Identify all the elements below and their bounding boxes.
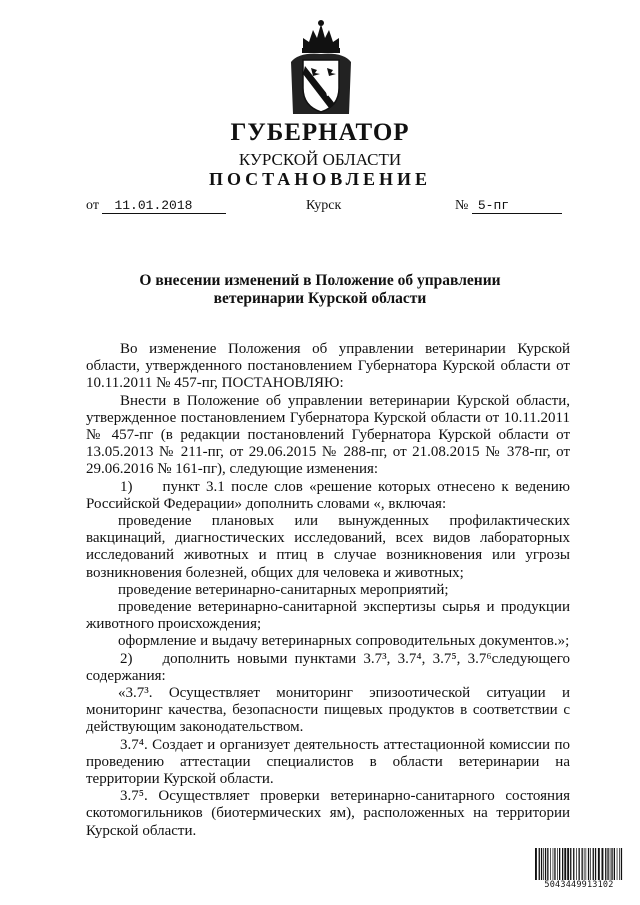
decree-body: [86, 341, 570, 840]
decree-date: [86, 198, 226, 214]
title-line-1: О внесении изменений в Положение об управлении: [139, 272, 501, 289]
kursk-coat-of-arms-icon: [289, 18, 353, 116]
paragraph-item-2: 2) дополнить новыми пунктами 3.7³, 3.7⁴, 3.7⁵, 3.7⁶следующего содержания:: [86, 650, 570, 684]
paragraph-3-7-3: «3.7³. Осуществляет мониторинг эпизоотической ситуации и мониторинг качества, безопасности пищевых продуктов в соответствии с действующим законодательством.: [86, 685, 570, 736]
title-line-2: ветеринарии Курской области: [213, 290, 427, 307]
date-value: 11.01.2018: [114, 198, 193, 213]
number-prefix: №: [455, 198, 469, 213]
decree-heading: ПОСТАНОВЛЕНИЕ: [208, 169, 432, 189]
decree-city: Курск: [306, 198, 342, 213]
paragraph-preamble: Во изменение Положения об управлении ветеринарии Курской области, утвержденного постановлением Губернатора Курской области от 10.11.2011 № 457-пг, ПОСТАНОВЛЯЮ:: [86, 341, 570, 392]
paragraph-sanitary: проведение ветеринарно-санитарных мероприятий;: [118, 581, 449, 598]
governor-heading: ГУБЕРНАТОР: [230, 119, 410, 146]
decree-title: [110, 272, 530, 308]
number-value: 5-пг: [477, 198, 510, 213]
paragraph-amend: Внести в Положение об управлении ветеринарии Курской области, утвержденное постановлением Губернатора Курской области от 10.11.2011 № 457-пг (в редакции постановлений Губернатора Курской области от 13.05.2013 № 211-пг, от 29.06.2015 № 288-пг, от 21.08.2015 № 378-пг, от 29.06.2016 № 161-пг), следующие изменения:: [86, 392, 570, 478]
barcode-icon: [534, 848, 624, 880]
paragraph-documents: оформление и выдачу ветеринарных сопроводительных документов.»;: [118, 633, 570, 650]
decree-number: [455, 198, 562, 214]
barcode: [534, 848, 624, 892]
region-heading: КУРСКОЙ ОБЛАСТИ: [238, 150, 402, 169]
paragraph-3-7-5: 3.7⁵. Осуществляет проверки ветеринарно-санитарного состояния скотомогильников (биотермических ям), расположенных на территории Курской области.: [86, 788, 570, 839]
paragraph-vaccination: проведение плановых или вынужденных профилактических вакцинаций, диагностических исследований, всех видов лабораторных исследований животных и птиц в случае возникновения или угрозы возникновения болезней, общих для человека и животных;: [86, 513, 570, 581]
paragraph-3-7-4: 3.7⁴. Создает и организует деятельность аттестационной комиссии по проведению аттестации специалистов в области ветеринарии на территории Курской области.: [86, 736, 570, 788]
paragraph-item-1: 1) пункт 3.1 после слов «решение которых отнесено к ведению Российской Федерации» дополнить словами «, включая:: [86, 478, 570, 512]
date-prefix: от: [86, 198, 99, 213]
paragraph-expertise: проведение ветеринарно-санитарной экспертизы сырья и продукции животного происхождения;: [86, 599, 570, 633]
barcode-number: 5043449913102: [544, 880, 614, 890]
